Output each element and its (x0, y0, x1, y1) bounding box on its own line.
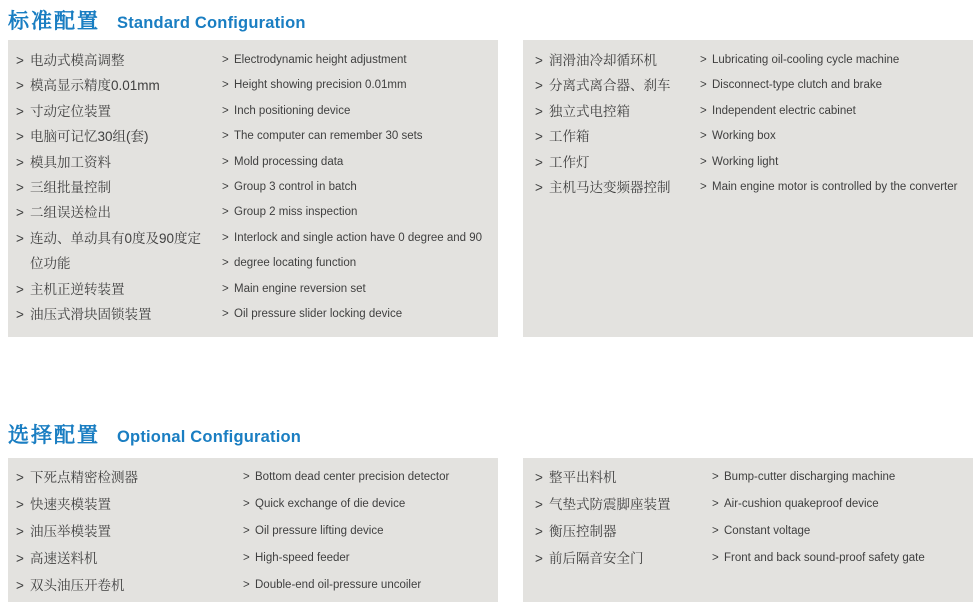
chevron-marker: > (712, 552, 719, 564)
list-item (535, 518, 671, 545)
optional-config-right-panel (523, 458, 973, 602)
chevron-marker: > (16, 78, 24, 94)
list-item (712, 518, 925, 545)
list-item (16, 73, 201, 98)
item-text: degree locating function (234, 257, 357, 270)
list-item (700, 99, 957, 124)
item-text: Inch positioning device (234, 104, 351, 117)
list-item (222, 175, 482, 200)
item-text: 分离式离合器、刹车 (549, 78, 671, 94)
optional-right-english-list (712, 464, 925, 572)
optional-config-title-en: Optional Configuration (117, 428, 302, 446)
chevron-marker: > (16, 281, 24, 297)
item-text: Front and back sound-proof safety gate (724, 552, 925, 564)
list-item (222, 302, 482, 327)
chevron-marker: > (712, 498, 719, 510)
chevron-marker: > (243, 525, 250, 537)
item-text: The computer can remember 30 sets (234, 130, 423, 143)
standard-right-english-list (700, 48, 957, 200)
item-text: Main engine motor is controlled by the converter (712, 181, 958, 194)
optional-left-chinese-list (16, 464, 138, 599)
standard-right-chinese-list (535, 48, 671, 200)
chevron-marker: > (700, 79, 707, 92)
item-text: 寸动定位装置 (30, 103, 111, 119)
list-item (16, 545, 138, 572)
optional-right-chinese-list (535, 464, 671, 572)
standard-configuration-header (8, 5, 306, 35)
item-text: 前后隔音安全门 (549, 551, 644, 566)
item-text: 连动、单动具有0度及90度定 (30, 230, 202, 246)
chevron-marker: > (16, 307, 24, 323)
list-item (243, 545, 449, 572)
chevron-marker: > (243, 498, 250, 510)
list-item (535, 545, 671, 572)
list-item (222, 99, 482, 124)
chevron-marker: > (535, 103, 543, 119)
list-item (16, 277, 201, 302)
chevron-marker: > (222, 231, 229, 244)
list-item (222, 124, 482, 149)
chevron-marker: > (535, 180, 543, 196)
chevron-marker: > (16, 551, 24, 566)
chevron-marker: > (16, 103, 24, 119)
item-text: Bottom dead center precision detector (255, 471, 450, 483)
optional-config-left-panel (8, 458, 498, 602)
chevron-marker: > (16, 578, 24, 593)
item-text: 衡压控制器 (549, 524, 617, 539)
item-text: Working box (712, 130, 776, 143)
list-item (535, 73, 671, 98)
list-item (700, 175, 957, 200)
chevron-marker: > (222, 54, 229, 66)
list-item (222, 48, 482, 73)
chevron-marker: > (535, 53, 543, 68)
item-text: Bump-cutter discharging machine (724, 471, 896, 483)
list-item (222, 251, 482, 276)
chevron-marker: > (16, 524, 24, 539)
standard-config-right-panel (523, 40, 973, 337)
item-text: 工作箱 (549, 129, 590, 145)
list-item (535, 464, 671, 491)
list-item (16, 518, 138, 545)
item-text: Quick exchange of die device (255, 498, 406, 510)
item-text: 模具加工资料 (30, 154, 111, 170)
standard-config-left-panel (8, 40, 498, 337)
list-item (535, 175, 671, 200)
chevron-marker (16, 251, 30, 276)
list-item (222, 277, 482, 302)
optional-config-title-zh: 选择配置 (8, 424, 100, 447)
chevron-marker: > (243, 552, 250, 564)
list-item (243, 464, 449, 491)
list-item (222, 226, 482, 251)
item-text: Double-end oil-pressure uncoiler (255, 579, 422, 591)
item-text: Group 3 control in batch (234, 181, 357, 194)
list-item (712, 491, 925, 518)
item-text: 工作灯 (549, 154, 590, 170)
list-item (16, 124, 201, 149)
item-text: 模高显示精度0.01mm (30, 78, 160, 94)
list-item (16, 302, 201, 327)
list-item (222, 73, 482, 98)
item-text: Group 2 miss inspection (234, 206, 358, 219)
chevron-marker: > (535, 129, 543, 145)
item-text: 高速送料机 (30, 551, 98, 566)
chevron-marker: > (700, 181, 707, 194)
standard-config-title-en: Standard Configuration (117, 14, 306, 32)
list-item (243, 518, 449, 545)
chevron-marker: > (16, 497, 24, 512)
item-text: 主机马达变频器控制 (549, 180, 671, 196)
item-text: Main engine reversion set (234, 282, 366, 295)
chevron-marker: > (222, 308, 229, 321)
standard-left-chinese-list (16, 48, 201, 327)
list-item (535, 124, 671, 149)
list-item (243, 572, 449, 599)
chevron-marker: > (712, 471, 719, 483)
chevron-marker: > (222, 104, 229, 117)
chevron-marker: > (712, 525, 719, 537)
chevron-marker: > (700, 130, 707, 143)
list-item (243, 491, 449, 518)
standard-left-english-list (222, 48, 482, 327)
chevron-marker: > (222, 206, 229, 219)
item-text: 气垫式防震脚座装置 (549, 497, 671, 512)
chevron-marker: > (243, 579, 250, 591)
item-text: Height showing precision 0.01mm (234, 79, 407, 92)
list-item (535, 99, 671, 124)
list-item (700, 124, 957, 149)
chevron-marker: > (700, 54, 707, 66)
item-text: Working light (712, 155, 779, 168)
chevron-marker: > (16, 230, 24, 246)
item-text: 下死点精密检测器 (30, 470, 138, 485)
list-item (16, 175, 201, 200)
list-item (535, 150, 671, 175)
chevron-marker: > (222, 79, 229, 92)
chevron-marker: > (16, 129, 24, 145)
list-item (700, 150, 957, 175)
item-text: Lubricating oil-cooling cycle machine (712, 54, 900, 66)
standard-config-title-zh: 标准配置 (8, 10, 100, 33)
item-text: 主机正逆转装置 (30, 281, 125, 297)
list-item (16, 251, 201, 276)
list-item (16, 48, 201, 73)
chevron-marker: > (16, 154, 24, 170)
item-text: 双头油压开卷机 (30, 578, 125, 593)
list-item (16, 150, 201, 175)
item-text: 电脑可记忆30组(套) (30, 129, 149, 145)
chevron-marker: > (535, 524, 543, 539)
chevron-marker: > (535, 497, 543, 512)
item-text: Electrodynamic height adjustment (234, 54, 407, 66)
chevron-marker: > (535, 470, 543, 485)
item-text: Oil pressure lifting device (255, 525, 384, 537)
item-text: 电动式模高调整 (30, 53, 125, 68)
chevron-marker: > (700, 104, 707, 117)
chevron-marker: > (16, 53, 24, 68)
optional-left-english-list (243, 464, 449, 599)
chevron-marker: > (16, 470, 24, 485)
chevron-marker: > (16, 180, 24, 196)
item-text: Oil pressure slider locking device (234, 308, 403, 321)
chevron-marker: > (222, 257, 229, 270)
item-text: 整平出料机 (549, 470, 617, 485)
list-item (700, 73, 957, 98)
chevron-marker: > (222, 282, 229, 295)
chevron-marker: > (243, 471, 250, 483)
chevron-marker: > (222, 130, 229, 143)
list-item (535, 48, 671, 73)
chevron-marker: > (222, 181, 229, 194)
item-text: Mold processing data (234, 155, 344, 168)
item-text: Interlock and single action have 0 degree and 90 (234, 231, 483, 244)
list-item (700, 48, 957, 73)
list-item (712, 464, 925, 491)
item-text: Independent electric cabinet (712, 104, 856, 117)
chevron-marker: > (535, 154, 543, 170)
list-item (16, 464, 138, 491)
list-item (222, 200, 482, 225)
chevron-marker: > (535, 551, 543, 566)
chevron-marker: > (700, 155, 707, 168)
item-text: 快速夹模装置 (30, 497, 111, 512)
item-text: 润滑油冷却循环机 (549, 53, 657, 68)
item-text: 二组误送检出 (30, 205, 111, 221)
optional-configuration-header (8, 419, 301, 449)
list-item (16, 226, 201, 251)
list-item (222, 150, 482, 175)
item-text: High-speed feeder (255, 552, 350, 564)
chevron-marker: > (16, 205, 24, 221)
item-text: 油压式滑块固锁装置 (30, 307, 152, 323)
item-text: Disconnect-type clutch and brake (712, 79, 883, 92)
list-item (712, 545, 925, 572)
item-text: 三组批量控制 (30, 180, 111, 196)
item-text: 油压举模装置 (30, 524, 111, 539)
item-text: Air-cushion quakeproof device (724, 498, 879, 510)
item-text: 独立式电控箱 (549, 103, 630, 119)
list-item (535, 491, 671, 518)
list-item (16, 99, 201, 124)
list-item (16, 491, 138, 518)
chevron-marker: > (535, 78, 543, 94)
chevron-marker: > (222, 155, 229, 168)
item-text: Constant voltage (724, 525, 811, 537)
list-item (16, 200, 201, 225)
item-text: 位功能 (30, 256, 71, 272)
list-item (16, 572, 138, 599)
